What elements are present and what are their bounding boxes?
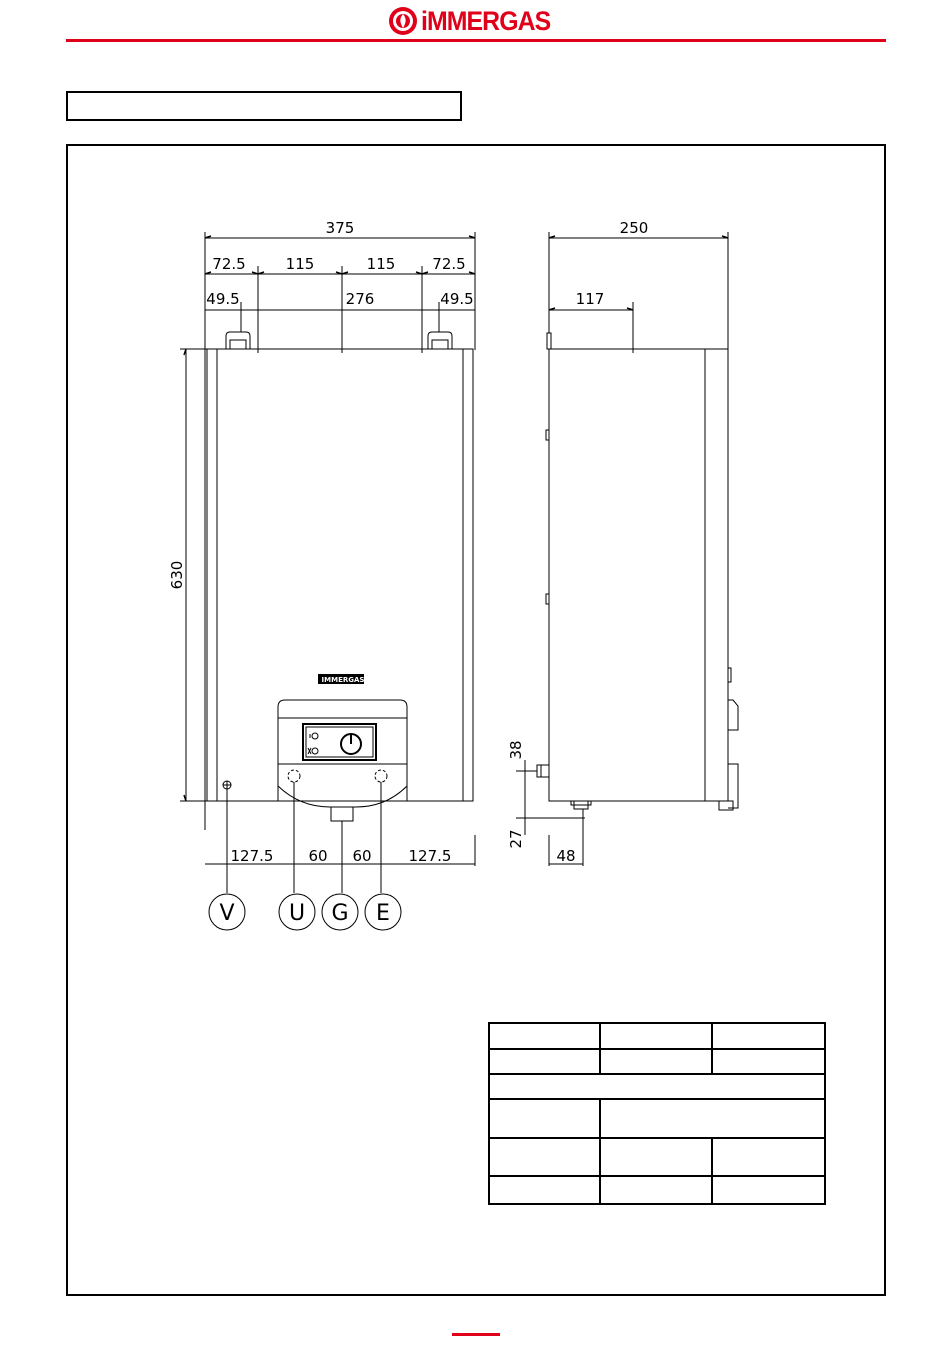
dim-conn-height-1: 38 [507,740,525,760]
table-row [489,1099,825,1138]
dim-bottom-seg-3: 60 [352,847,372,865]
conn-letter-v: V [219,901,235,926]
table-row [489,1023,825,1049]
table-row [489,1176,825,1204]
table-cell [712,1176,825,1204]
dim-conn-height-2: 27 [507,829,525,849]
table-cell [489,1176,600,1204]
conn-letter-g: G [331,901,349,926]
dim-bottom-seg-1: 127.5 [230,847,274,865]
table-cell [712,1049,825,1074]
casing-badge: IMMERGAS [321,676,365,684]
conn-letter-u: U [288,901,306,926]
table-cell [600,1099,825,1138]
table-row [489,1074,825,1099]
dim-top-seg-3: 115 [366,255,396,273]
table-cell [489,1074,825,1099]
dim-hook-span: 276 [345,290,375,308]
dim-hook-right: 49.5 [440,290,474,308]
dim-bottom-seg-2: 60 [308,847,328,865]
dim-bottom-seg-4: 127.5 [408,847,452,865]
conn-letter-e: E [376,901,390,926]
table-cell [600,1176,712,1204]
table-cell [600,1023,712,1049]
table-cell [712,1138,825,1176]
table-cell [600,1049,712,1074]
dim-hook-offset: 117 [575,290,605,308]
table-cell [489,1049,600,1074]
table-cell [712,1023,825,1049]
dim-conn-offset: 48 [556,847,576,865]
table-row [489,1138,825,1176]
spec-table [488,1022,826,1205]
front-casing [207,349,473,801]
table-cell [489,1023,600,1049]
dim-top-seg-1: 72.5 [212,255,246,273]
table-cell [600,1138,712,1176]
dim-top-seg-4: 72.5 [432,255,466,273]
side-casing [549,349,728,801]
table-cell [489,1138,600,1176]
dim-width: 375 [325,219,355,237]
dim-depth: 250 [619,219,649,237]
table-row [489,1049,825,1074]
dim-hook-left: 49.5 [206,290,240,308]
brand-name: iMMERGAS [421,5,551,36]
dim-height: 630 [168,560,186,590]
page-number-mark [452,1333,500,1336]
dim-top-seg-2: 115 [285,255,315,273]
table-cell [489,1099,600,1138]
